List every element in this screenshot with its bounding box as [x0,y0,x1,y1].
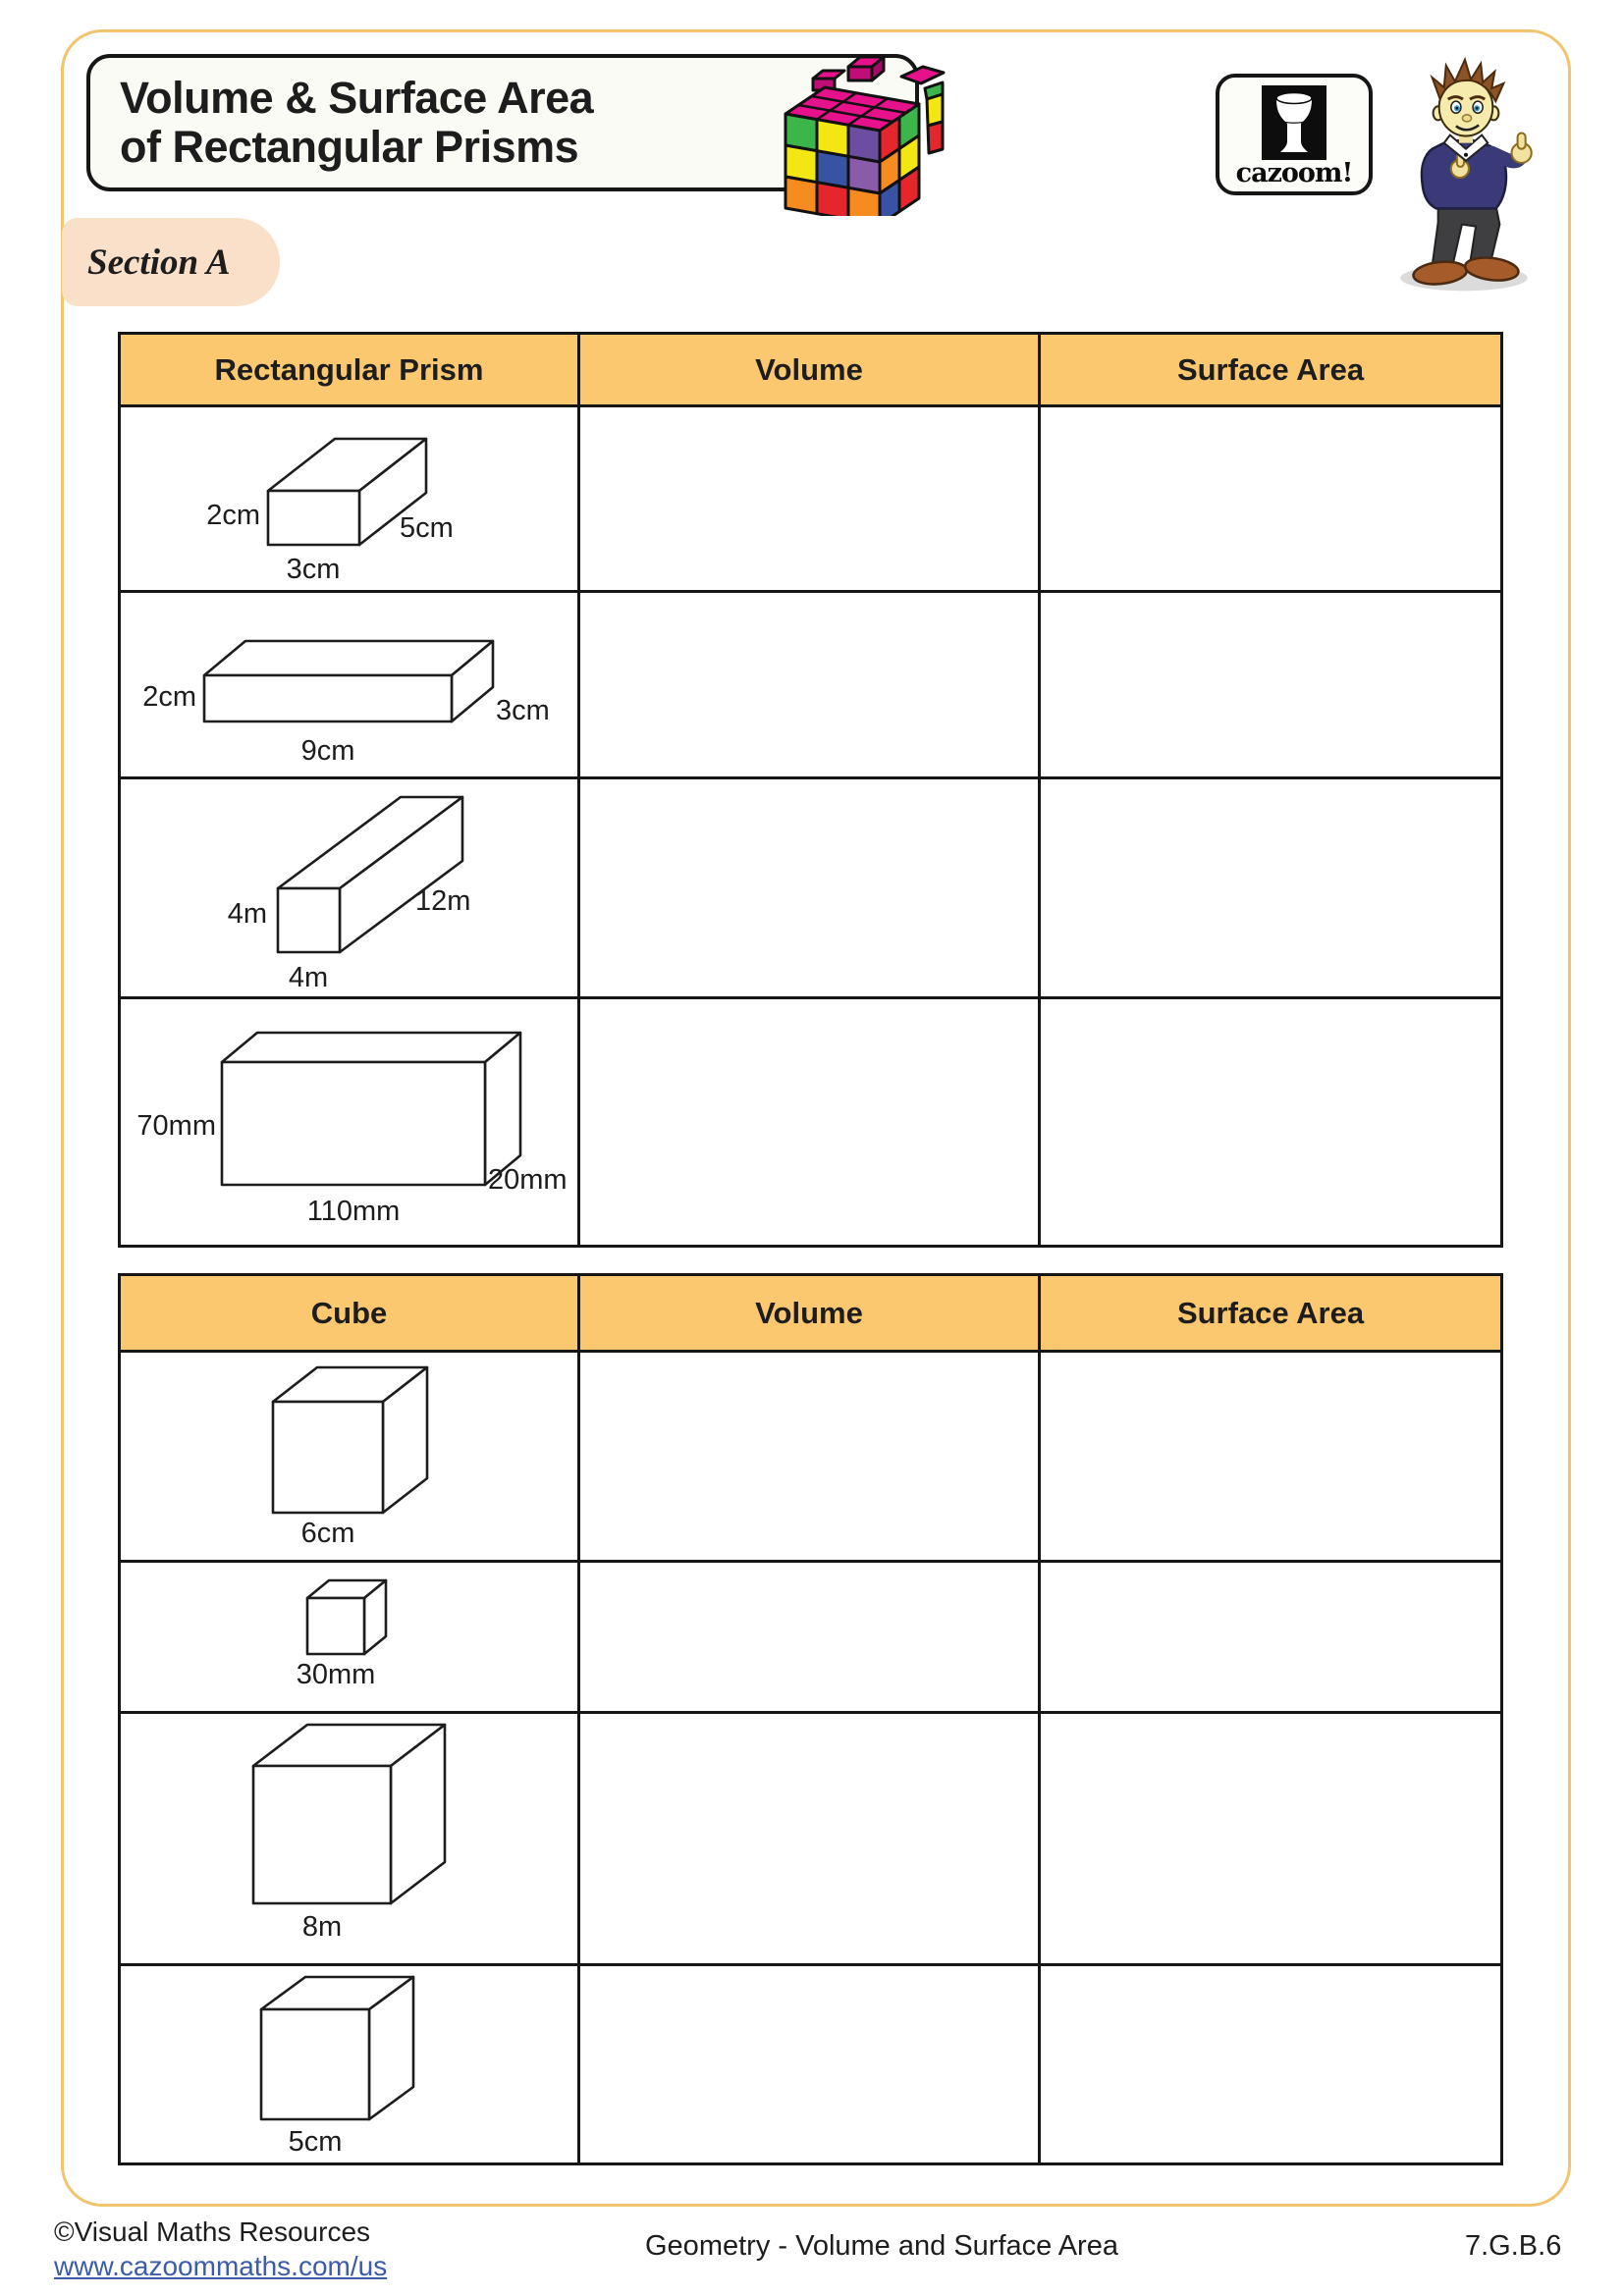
cube-1-drawing [121,1353,574,1560]
dimension-label-side: 8m [301,1911,343,1943]
surface-area-answer-cell [1040,998,1502,1247]
dimension-label-width: 3cm [286,554,341,585]
prism-drawing-cell-4 [120,998,579,1247]
cube-table [118,1273,1503,2165]
volume-answer-cell [579,998,1040,1247]
volume-answer-cell [579,1713,1040,1965]
worksheet-title-line1: Volume & Surface Area [120,72,594,123]
cube-3-drawing [121,1714,574,1963]
djembe-drum-icon [1262,85,1326,160]
prism-drawing-cell-1 [120,406,579,592]
volume-answer-cell [579,778,1040,998]
mascot-boy-illustration [1379,55,1555,294]
column-header-cube: Cube [120,1275,579,1352]
footer-left [54,2215,387,2283]
dimension-label-height: 2cm [142,681,196,713]
cube-2-drawing [121,1563,574,1711]
dimension-label-width: 110mm [306,1196,401,1227]
prism-2-drawing [121,593,574,776]
volume-answer-cell [579,406,1040,592]
cube-drawing-cell-3 [120,1713,579,1965]
surface-area-answer-cell [1040,1352,1502,1562]
website-link[interactable]: www.cazoommaths.com/us [54,2251,388,2281]
section-label: Section A [87,241,231,283]
dimension-label-depth: 3cm [496,695,550,726]
dimension-label-side: 6cm [300,1518,355,1549]
dimension-label-height: 70mm [136,1110,216,1142]
surface-area-answer-cell [1040,1965,1502,2164]
volume-answer-cell [579,1352,1040,1562]
volume-answer-cell [579,1965,1040,2164]
prism-drawing-cell-2 [120,592,579,778]
standard-code: 7.G.B.6 [1465,2230,1562,2262]
dimension-label-width: 4m [288,962,329,993]
dimension-label-depth: 12m [415,885,471,917]
column-header-volume: Volume [579,1275,1040,1352]
column-header-volume: Volume [579,334,1040,406]
prism-1-drawing [121,407,574,590]
logo-text: cazoom! [1235,158,1353,188]
column-header-rectangular-prism: Rectangular Prism [120,334,579,406]
cube-4-drawing [121,1966,574,2163]
dimension-label-side: 5cm [288,2126,343,2158]
section-a-tab [62,218,280,306]
surface-area-answer-cell [1040,778,1502,998]
dimension-label-side: 30mm [296,1659,376,1690]
volume-answer-cell [579,592,1040,778]
prism-drawing-cell-3 [120,778,579,998]
dimension-label-width: 9cm [300,735,355,767]
rubiks-cube-icon [754,37,950,216]
worksheet-title-line2: of Rectangular Prisms [120,122,579,172]
footer-topic-text: Geometry - Volume and Surface Area [645,2230,1118,2262]
dimension-label-depth: 20mm [488,1164,568,1196]
dimension-label-height: 4m [227,898,267,930]
copyright-text: ©Visual Maths Resources [54,2216,371,2247]
column-header-surface-area: Surface Area [1040,334,1502,406]
cazoom-logo [1216,74,1373,195]
surface-area-answer-cell [1040,592,1502,778]
surface-area-answer-cell [1040,406,1502,592]
volume-answer-cell [579,1562,1040,1713]
column-header-surface-area: Surface Area [1040,1275,1502,1352]
surface-area-answer-cell [1040,1713,1502,1965]
dimension-label-height: 2cm [206,500,260,531]
prism-3-drawing [121,779,574,996]
surface-area-answer-cell [1040,1562,1502,1713]
prism-4-drawing [121,999,574,1245]
prism-table [118,332,1503,1248]
cube-drawing-cell-4 [120,1965,579,2164]
cube-drawing-cell-1 [120,1352,579,1562]
cube-drawing-cell-2 [120,1562,579,1713]
dimension-label-depth: 5cm [400,512,454,544]
